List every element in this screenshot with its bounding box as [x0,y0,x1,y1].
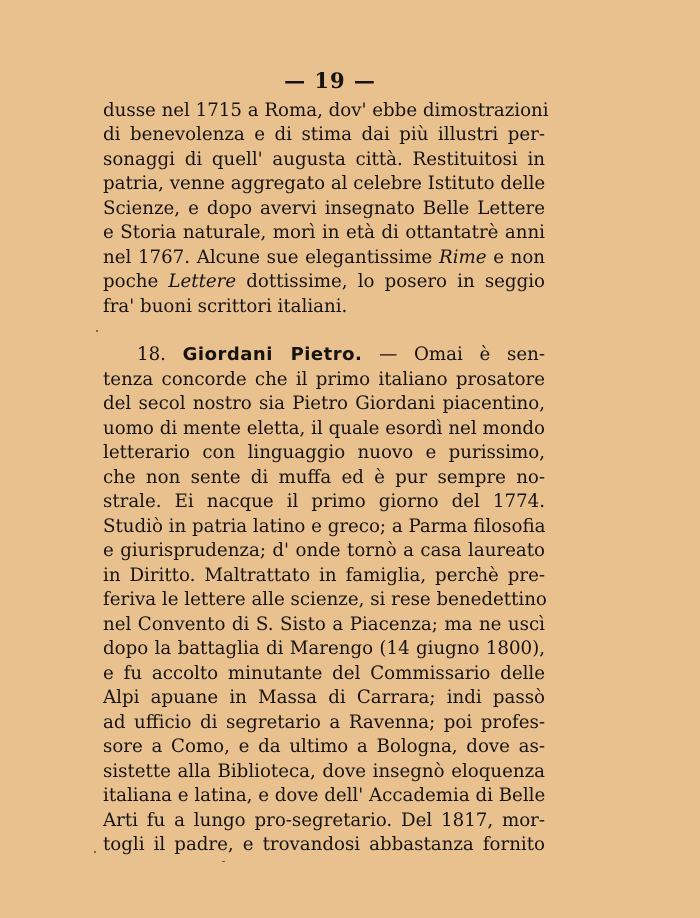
text-line: togli il padre, e trovandosi abbastanza fornito [103,834,545,855]
text-line: e giurisprudenza; d' onde tornò a casa laureato [103,540,545,561]
text-line: Studiò in patria latino e greco; a Parma filosofia [103,516,546,537]
text-line: del secol nostro sia Pietro Giordani piacentino, [103,393,545,414]
text-line [103,270,545,294]
print-speck [96,330,98,332]
text-line: dopo la battaglia di Marengo (14 giugno 1800), [103,638,545,659]
text-line: Scienze, e dopo avervi insegnato Belle Lettere [103,198,545,219]
text-line: uomo di mente eletta, il quale esordì nel mondo [103,418,545,439]
text-line: sistette alla Biblioteca, dove insegnò eloquenza [103,761,545,782]
text-line [103,246,545,270]
page-number: — 19 — [284,68,376,93]
text-line: feriva le lettere alle scienze, si rese benedettino [103,589,547,610]
text-line: strale. Ei nacque il primo giorno del 1774. [103,491,545,512]
text-line: sonaggi di quell' augusta città. Restituitosi in [103,149,545,170]
print-speck [94,851,96,853]
text-line: Alpi apuane in Massa di Carrara; indi passò [103,687,545,708]
entry-name: Giordani Pietro. [182,344,363,365]
text-line: di benevolenza e di stima dai più illustri per- [103,124,545,145]
text-line: dusse nel 1715 a Roma, dov' ebbe dimostrazioni [103,100,549,121]
text-line: sore a Como, e da ultimo a Bologna, dove as- [103,736,545,757]
text-fragment: — Omai è sen- [362,344,545,365]
text-line: che non sente di muffa ed è pur sempre no- [103,467,545,488]
entry-heading-line [137,343,545,367]
text-line: letterario con linguaggio nuovo e purissimo, [103,442,545,463]
text-fragment: dottissime, lo posero in seggio [236,271,545,292]
text-fragment: nel 1767. Alcune sue elegantissime [103,247,439,268]
text-line: nel Convento di S. Sisto a Piacenza; ma ne uscì [103,614,545,635]
print-speck [222,861,225,862]
text-fragment: e non [486,247,546,268]
italic-title-rime: Rime [439,247,487,268]
text-line: fra' buoni scrittori italiani. [103,296,348,317]
text-fragment: poche [103,271,169,292]
entry-number: 18. [137,344,183,365]
text-line: in Diritto. Maltrattato in famiglia, perchè pre- [103,565,545,586]
italic-title-lettere: Lettere [168,271,237,292]
text-line: e Storia naturale, morì in età di ottantatrè anni [103,222,545,243]
text-line: e fu accolto minutante del Commissario delle [103,663,545,684]
text-line: patria, venne aggregato al celebre Istituto delle [103,173,546,194]
text-line: tenza concorde che il primo italiano prosatore [103,369,545,390]
text-line: ad ufficio di segretario a Ravenna; poi profes- [103,712,545,733]
text-line: italiana e latina, e dove dell' Accademia di Belle [103,785,546,806]
text-line: Arti fu a lungo pro-segretario. Del 1817, mor- [103,810,545,831]
